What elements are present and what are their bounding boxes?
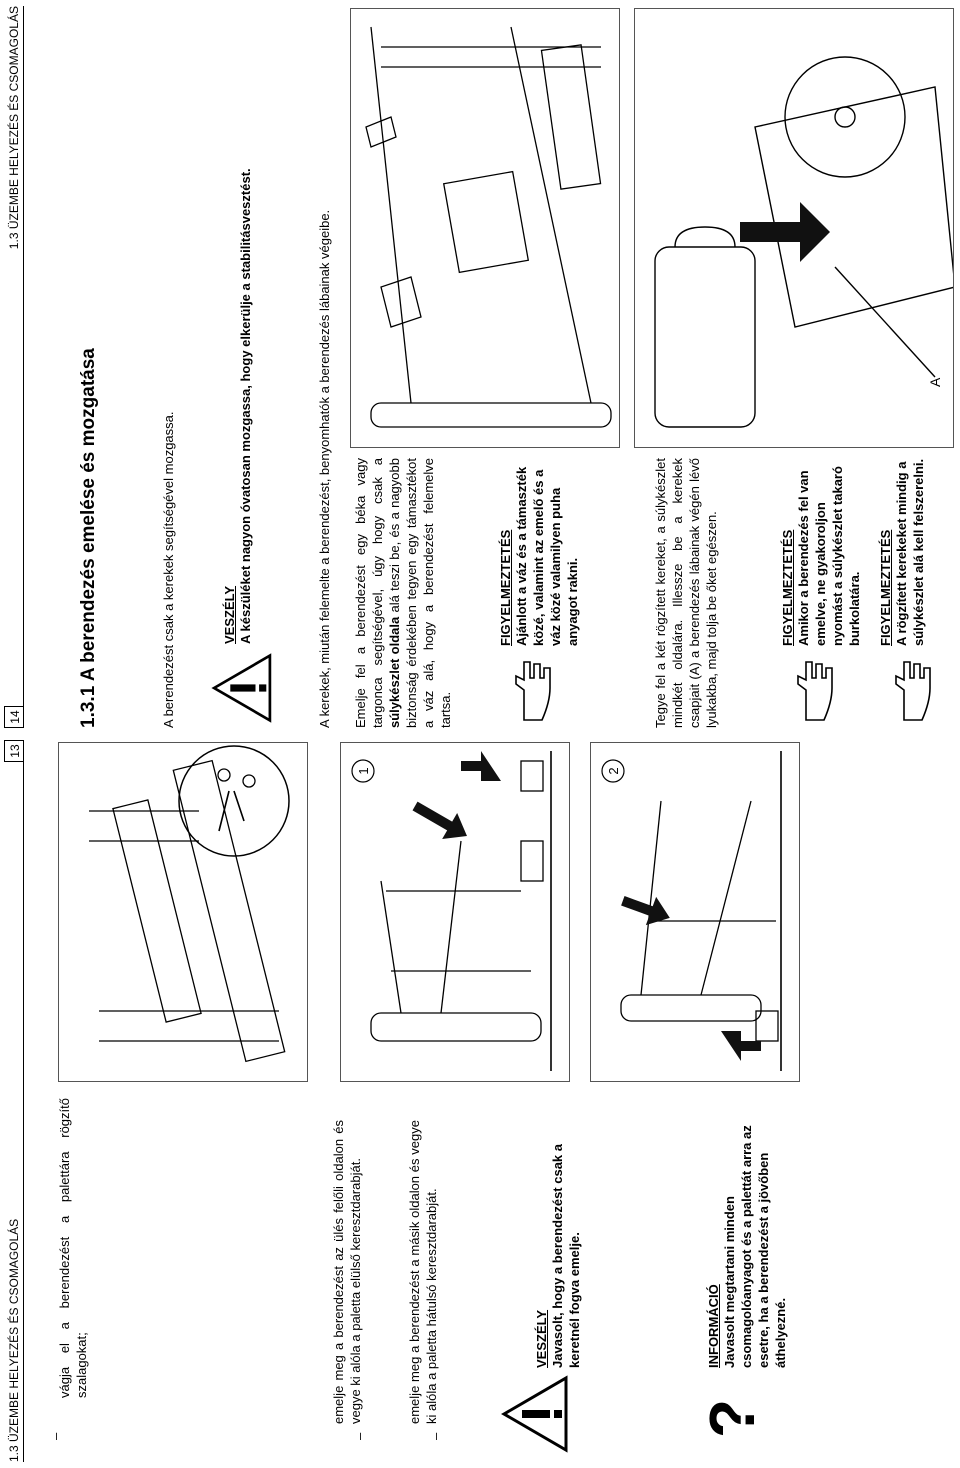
wheel-pin-label: A: [927, 377, 943, 387]
figure-wheel: [634, 8, 954, 448]
lift-text-bold: súlykészlet oldala: [387, 616, 402, 728]
page-header-left: [4, 740, 24, 1462]
step-dash: –: [48, 1432, 63, 1440]
strap-illustration: [59, 743, 307, 1081]
warning-triangle-icon: [210, 652, 274, 724]
lifting-illustration: [351, 9, 619, 447]
warning-body: Amikor a berendezés fel van emelve, ne gyakoroljon nyomást a súlykészlet takaró burkolatára.: [796, 466, 862, 646]
pointing-hand-icon: [772, 654, 839, 724]
lift-text: [352, 458, 454, 728]
info-notice: [706, 1118, 789, 1368]
header-chapter: 1.3 ÜZEMBE HELYEZÉS ÉS CSOMAGOLÁS: [7, 6, 21, 250]
wheels-text: A kerekek, miután felemelte a berendezést, benyomhatók a berendezés lábainak végeibe.: [317, 209, 332, 728]
step-dash: –: [352, 1432, 367, 1440]
lift-rear-illustration: [591, 743, 799, 1081]
page-header-right: [4, 6, 24, 728]
page-13: [0, 734, 960, 1468]
warning-triangle-icon: [500, 1374, 570, 1454]
header-chapter: 1.3 ÜZEMBE HELYEZÉS ÉS CSOMAGOLÁS: [7, 1218, 21, 1462]
figure-1-label: 1: [356, 767, 371, 775]
danger-icon: [500, 1354, 575, 1454]
danger-title: VESZÉLY: [222, 585, 237, 644]
danger-notice: [222, 14, 254, 644]
lift-text-1: Emelje fel a berendezést egy béka vagy targonca segítségével, úgy hogy csak a: [353, 458, 385, 728]
intro-text: A berendezést csak a kerekek segítségével mozgassa.: [161, 411, 176, 728]
warning-notice-2: [780, 458, 863, 646]
figure-2-label: 2: [606, 767, 621, 775]
pointing-hand-icon: [490, 654, 557, 724]
warning-body: A rögzített kerekeket mindig a súlykészlet alá kell felszerelni.: [894, 458, 926, 646]
warning-title: FIGYELMEZTETÉS: [878, 529, 893, 646]
figure-2: [590, 742, 800, 1082]
warning-title: FIGYELMEZTETÉS: [780, 529, 795, 646]
danger-notice: [534, 1118, 583, 1368]
step-cut-straps: vágja el a berendezést a palettára rögzítő szalagokat;: [57, 1098, 89, 1398]
figure-1: [340, 742, 570, 1082]
section-title: 1.3.1 A berendezés emelése és mozgatása: [78, 348, 99, 728]
figure-lifting: [350, 8, 620, 448]
wheel-illustration: [635, 9, 953, 447]
question-mark-icon: ?: [696, 1398, 768, 1438]
page-number: 13: [4, 740, 24, 762]
warning-body: Ajánlott a váz és a támaszték közé, valamint az emelő és a váz közé valamilyen puha anyagot rakni.: [514, 466, 580, 646]
step-lift-other-side: emelje meg a berendezést a másik oldalon és vegye ki alóla a paletta hátulsó keresztdarabját.: [407, 1120, 439, 1424]
danger-title: VESZÉLY: [534, 1309, 549, 1368]
warning-title: FIGYELMEZTETÉS: [498, 529, 513, 646]
danger-icon: [210, 652, 279, 724]
danger-body: A készüléket nagyon óvatosan mozgassa, hogy elkerülje a stabilitásvesztést.: [238, 168, 253, 644]
lift-front-illustration: [341, 743, 569, 1081]
step-dash: –: [428, 1432, 443, 1440]
info-body: Javasolt megtartani minden csomagolóanyagot és a palettát arra az esetre, ha a berendezést a jövőben áthelyezné.: [722, 1125, 788, 1368]
page-number: 14: [4, 706, 24, 728]
lift-text-2: alá teszi be, és a nagyobb biztonság érdekében tegyen egy támasztékot a váz alá, hogy a berendezést felemelve tartsa.: [387, 458, 453, 728]
step-lift-seat-side: emelje meg a berendezést az ülés felőli oldalon és vegye ki alóla a paletta elülső keresztdarabját.: [331, 1120, 363, 1424]
info-title: INFORMÁCIÓ: [706, 1284, 721, 1368]
pointing-hand-icon: [870, 654, 937, 724]
warning-notice-3: [878, 458, 927, 646]
mount-text: Tegye fel a két rögzített kereket, a súlykészlet mindkét oldalára. Illessze be a kerekek csapjait (A) a berendezés lábainak végén lévő lyukakba, majd tolja be őket egészen.: [653, 458, 719, 728]
figure-cut-straps: [58, 742, 308, 1082]
danger-body: Javasolt, hogy a berendezést csak a keretnél fogva emelje.: [550, 1144, 582, 1368]
warning-notice-1: [498, 458, 581, 646]
